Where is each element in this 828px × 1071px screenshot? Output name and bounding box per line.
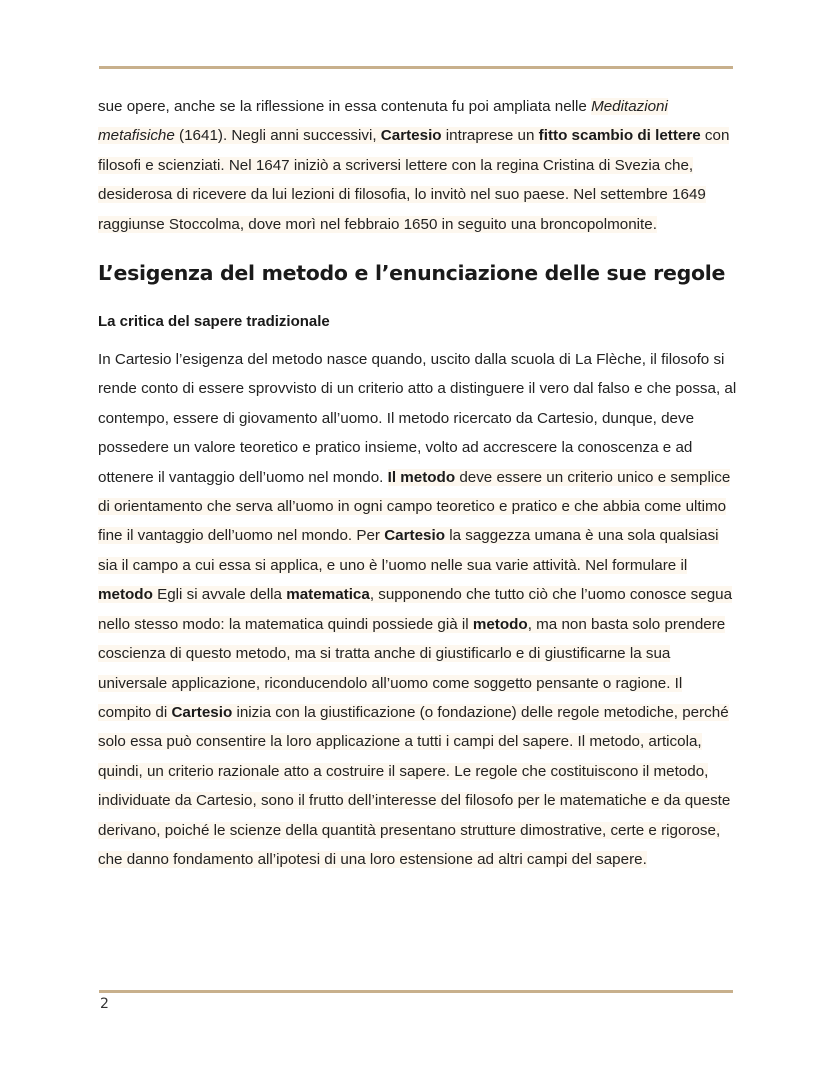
text-run: sue opere, anche se la riflessione in essa contenuta fu poi ampliata nelle <box>98 98 592 115</box>
page-content <box>98 92 738 874</box>
text-run: la saggezza umana è una sola qualsiasi sia il campo a cui essa si applica, e uno è l’uomo nelle sua varie attività. Nel formulare il <box>98 527 719 574</box>
italic-title: Meditazioni metafisiche <box>98 98 668 145</box>
bold-term: fitto scambio di lettere <box>538 127 701 145</box>
bold-term: Cartesio <box>384 527 445 545</box>
bold-term: metodo <box>98 586 153 604</box>
text-run: Egli si avvale della <box>152 586 287 604</box>
bold-term: Il metodo <box>387 468 456 486</box>
paragraph-method <box>98 345 738 874</box>
text-run: (1641). Negli anni successivi, <box>174 127 381 145</box>
bold-term: Cartesio <box>171 703 233 721</box>
text-run: inizia con la giustificazione (o fondazione) delle regole metodiche, perché solo essa può consentire la loro applicazione a tutti i campi del sapere. Il metodo, articola, quindi, un criterio razionale atto a costruire il sapere. Le regole che costituiscono il metodo, individuate da Cartesio, sono il frutto dell’interesse del filosofo per le matematiche e da queste derivano, poiché le scienze della quantità presentano strutture dimostrative, certe e rigorose, che danno fondamento all’ipotesi di una loro estensione ad altri campi del sapere. <box>98 703 731 868</box>
page-number: 2 <box>100 996 109 1012</box>
text-run: intraprese un <box>441 127 539 145</box>
bottom-divider <box>99 990 733 993</box>
bold-term: matematica <box>286 586 370 604</box>
text-run: con filosofi e scienziati. Nel 1647 iniziò a scriversi lettere con la regina Cristina di Svezia che, desiderosa di ricevere da lui lezioni di filosofia, lo invitò nel suo paese. Nel settembre 1649 raggiunse Stoccolma, dove morì nel febbraio 1650 in seguito una broncopolmonite. <box>98 127 730 233</box>
text-run: deve essere un criterio unico e semplice di orientamento che serva all’uomo in ogni campo teoretico e pratico e che abbia come ultimo fine il vantaggio dell’uomo nel mondo. Per <box>98 468 731 545</box>
text-run: , ma non basta solo prendere coscienza di questo metodo, ma si tratta anche di giustificarlo e di giustificarne la sua universale applicazione, riconducendolo all’uomo come soggetto pensante o ragione. Il compito di <box>98 615 726 721</box>
section-title: L’esigenza del metodo e l’enunciazione delle sue regole <box>98 261 726 286</box>
subsection-title: La critica del sapere tradizionale <box>98 313 330 331</box>
top-divider <box>99 66 733 69</box>
text-run: In Cartesio l’esigenza del metodo nasce quando, uscito dalla scuola di La Flèche, il filosofo si rende conto di essere sprovvisto di un criterio atto a distinguere il vero dal falso e che possa, al contempo, essere di giovamento all’uomo. Il metodo ricercato da Cartesio, dunque, deve possedere un valore teoretico e pratico insieme, volto ad accrescere la conoscenza e ad ottenere il vantaggio dell’uomo nel mondo. <box>98 351 737 486</box>
text-run: , supponendo che tutto ciò che l’uomo conosce segua nello stesso modo: la matematica quindi possiede già il <box>98 586 733 633</box>
bold-term: Cartesio <box>380 127 442 145</box>
paragraph-intro <box>98 92 738 239</box>
bold-term: metodo <box>472 615 528 633</box>
